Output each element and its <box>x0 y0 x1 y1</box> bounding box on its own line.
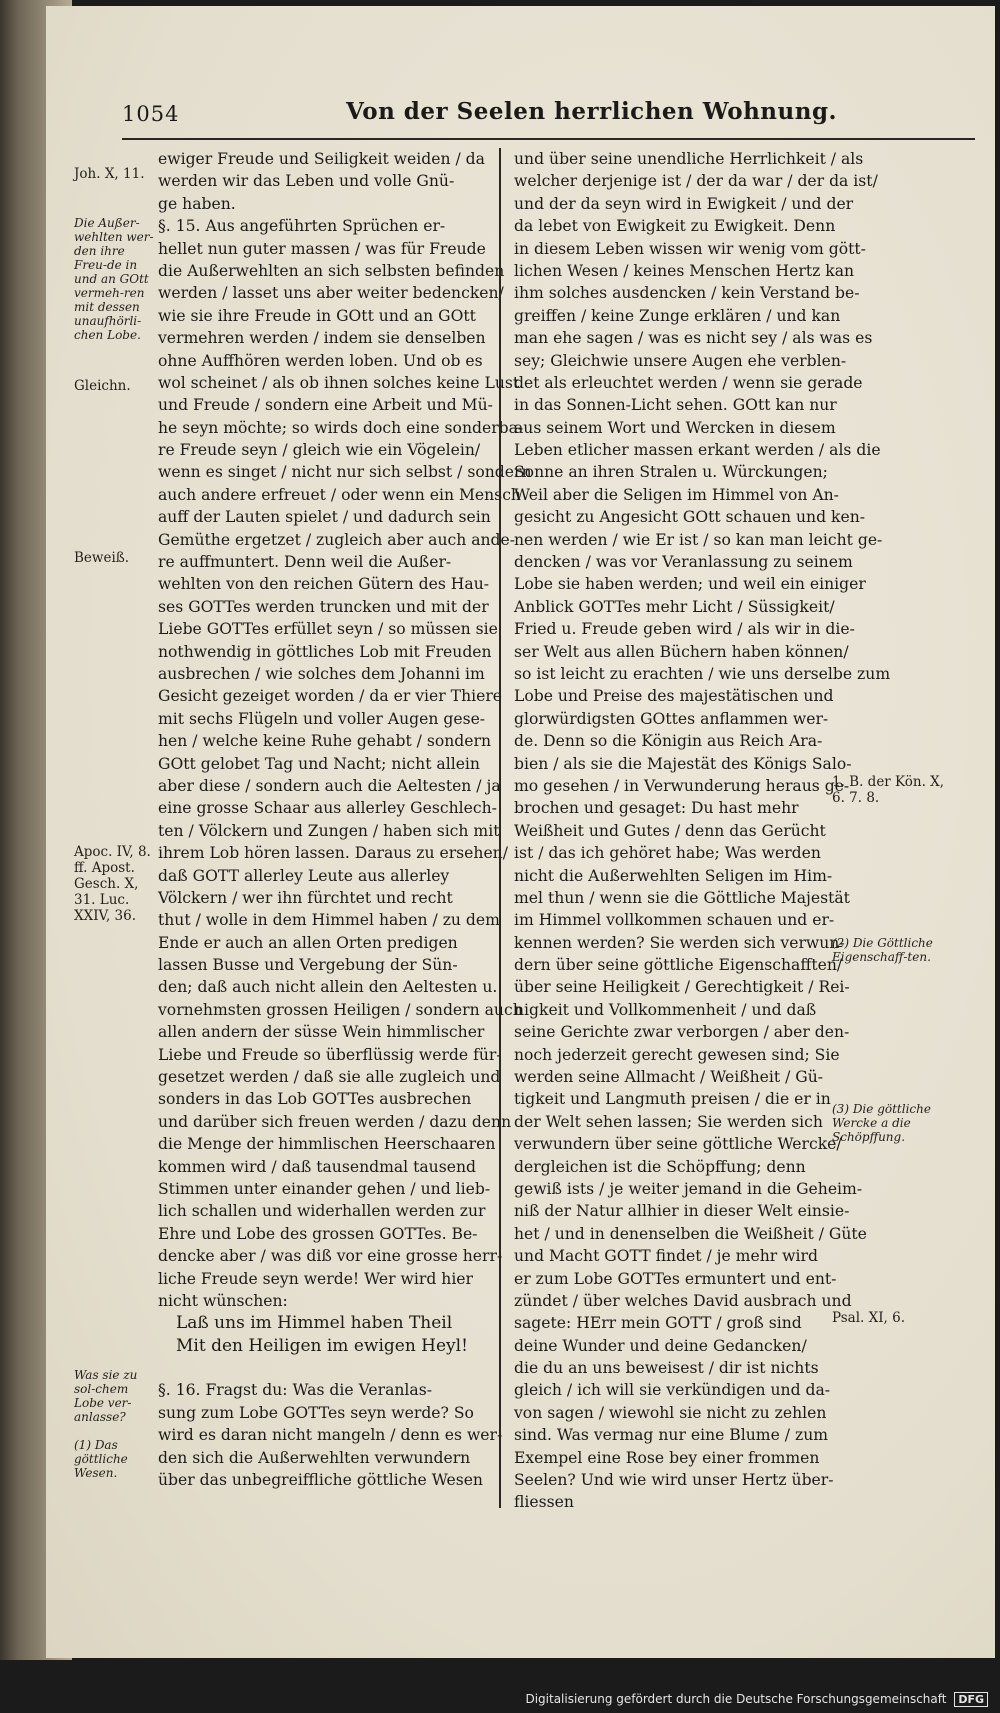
text-line: Anblick GOTTes mehr Licht / Süssigkeit/ <box>514 597 835 616</box>
text-line: da lebet von Ewigkeit zu Ewigkeit. Denn <box>514 217 836 236</box>
text-line: re auffmuntert. Denn weil die Außer- <box>158 553 452 572</box>
text-line: ser Welt aus allen Büchern haben können/ <box>514 642 849 661</box>
text-line: welcher derjenige ist / der da war / der da ist/ <box>514 172 878 191</box>
column-divider <box>499 148 501 1508</box>
text-line: vermehren werden / indem sie denselben <box>158 329 486 348</box>
text-line: die Außerwehlten an sich selbsten befinden <box>158 261 505 280</box>
text-line: den; daß auch nicht allein den Aeltesten u. <box>158 978 498 997</box>
text-line: auch andere erfreuet / oder wenn ein Mensch <box>158 485 521 504</box>
text-line: die Menge der himmlischen Heerschaaren <box>158 1135 496 1154</box>
text-line: über das unbegreiffliche göttliche Wesen <box>158 1471 483 1490</box>
text-line: §. 15. Aus angeführten Sprüchen er- <box>158 217 446 236</box>
text-line: wird es daran nicht mangeln / denn es wer- <box>158 1426 503 1445</box>
text-line: werden seine Allmacht / Weißheit / Gü- <box>514 1068 824 1087</box>
text-line <box>158 1357 490 1379</box>
text-line: de. Denn so die Königin aus Reich Ara- <box>514 732 823 751</box>
text-line: he seyn möchte; so wirds doch eine sonderba- <box>158 418 524 437</box>
text-line: kommen wird / daß tausendmal tausend <box>158 1157 476 1176</box>
margin-note: Psal. XI, 6. <box>832 1310 906 1326</box>
margin-note: Apoc. IV, 8. ff. Apost. Gesch. X, 31. Luc. XXIV, 36. <box>74 844 151 924</box>
text-line: werden / lasset uns aber weiter bedencken/ <box>158 284 504 303</box>
text-line: Liebe und Freude so überflüssig werde für- <box>158 1045 502 1064</box>
text-line: daß GOTT allerley Leute aus allerley <box>158 866 450 885</box>
text-line: in das Sonnen-Licht sehen. GOtt kan nur <box>514 396 837 415</box>
text-line: die du an uns beweisest / dir ist nichts <box>514 1359 819 1378</box>
text-line: gesicht zu Angesicht GOtt schauen und ken- <box>514 508 866 527</box>
text-line: Mit den Heiligen im ewigen Heyl! <box>176 1335 468 1356</box>
left-text-column <box>158 148 532 1491</box>
text-line: und darüber sich freuen werden / dazu denn <box>158 1112 512 1131</box>
text-line: niß der Natur allhier in dieser Welt einsie- <box>514 1202 850 1221</box>
text-line: lassen Busse und Vergebung der Sün- <box>158 956 458 975</box>
text-line: fliessen <box>514 1493 574 1512</box>
dfg-logo-icon: DFG <box>954 1692 988 1707</box>
text-line: GOtt gelobet Tag und Nacht; nicht allein <box>158 754 480 773</box>
text-line: nigkeit und Vollkommenheit / und daß <box>514 1000 817 1019</box>
text-line: aus seinem Wort und Wercken in diesem <box>514 418 836 437</box>
text-line: gewiß ists / je weiter jemand in die Geheim- <box>514 1179 863 1198</box>
text-line: nicht die Außerwehlten Seligen im Him- <box>514 866 833 885</box>
text-line: mit sechs Flügeln und voller Augen gese- <box>158 709 486 728</box>
text-line: der Welt sehen lassen; Sie werden sich <box>514 1112 823 1131</box>
text-line: man ehe sagen / was es nicht sey / als was es <box>514 329 873 348</box>
text-line: het / und in denenselben die Weißheit / Güte <box>514 1224 867 1243</box>
text-line: Leben etlicher massen erkant werden / als die <box>514 441 881 460</box>
text-line: auff der Lauten spielet / und dadurch sein <box>158 508 491 527</box>
header-rule <box>122 138 975 140</box>
text-line: mo gesehen / in Verwunderung heraus ge- <box>514 776 850 795</box>
text-line: Liebe GOTTes erfüllet seyn / so müssen sie <box>158 620 498 639</box>
text-line: kennen werden? Sie werden sich verwun- <box>514 933 845 952</box>
text-line: §. 16. Fragst du: Was die Veranlas- <box>158 1381 432 1400</box>
text-line: vornehmsten grossen Heiligen / sondern auch <box>158 1000 523 1019</box>
text-line: dencken / was vor Veranlassung zu seinem <box>514 553 853 572</box>
text-line: bien / als sie die Majestät des Königs Salo- <box>514 754 852 773</box>
text-line: wenn es singet / nicht nur sich selbst / sondern <box>158 463 532 482</box>
text-line: sonders in das Lob GOTTes ausbrechen <box>158 1090 472 1109</box>
text-line: Weil aber die Seligen im Himmel von An- <box>514 485 839 504</box>
text-line: Laß uns im Himmel haben Theil <box>176 1313 453 1334</box>
text-line: Weißheit und Gutes / denn das Gerücht <box>514 821 826 840</box>
text-line: tigkeit und Langmuth preisen / die er in <box>514 1090 831 1109</box>
text-line: und der da seyn wird in Ewigkeit / und der <box>514 194 854 213</box>
text-line: gleich / ich will sie verkündigen und da- <box>514 1381 831 1400</box>
margin-note: Die Außer-wehlten wer-den ihre Freu-de in und an GOtt vermeh-ren mit dessen unaufhörli-chen Lobe. <box>74 216 154 342</box>
text-line: ten / Völckern und Zungen / haben sich mit <box>158 821 500 840</box>
margin-note: Was sie zu sol-chem Lobe ver-anlasse? <box>74 1368 138 1424</box>
text-line: sind. Was vermag nur eine Blume / zum <box>514 1426 829 1445</box>
text-line: thut / wolle in dem Himmel haben / zu dem <box>158 911 500 930</box>
text-line: hen / welche keine Ruhe gehabt / sondern <box>158 732 492 751</box>
margin-note: (3) Die göttliche Wercke a die Schöpffung. <box>832 1102 931 1144</box>
text-line: Fried u. Freude geben wird / als wir in die- <box>514 620 855 639</box>
text-line: sey; Gleichwie unsere Augen ehe verblen- <box>514 351 847 370</box>
text-line: eine grosse Schaar aus allerley Geschlech- <box>158 799 497 818</box>
margin-note: (1) Das göttliche Wesen. <box>74 1438 128 1480</box>
text-line: noch jederzeit gerecht gewesen sind; Sie <box>514 1045 840 1064</box>
text-line: ewiger Freude und Seiligkeit weiden / da <box>158 150 485 168</box>
text-line: glorwürdigsten GOttes anflammen wer- <box>514 709 829 728</box>
footer-credit: Digitalisierung gefördert durch die Deutsche Forschungsgemeinschaft <box>525 1692 947 1706</box>
text-line: nicht wünschen: <box>158 1291 288 1310</box>
text-line: dern über seine göttliche Eigenschafften/ <box>514 956 843 975</box>
text-line: von sagen / wiewohl sie nicht zu zehlen <box>514 1403 827 1422</box>
text-line: Ende er auch an allen Orten predigen <box>158 933 458 952</box>
digitization-footer <box>525 1692 988 1707</box>
text-line: Seelen? Und wie wird unser Hertz über- <box>514 1471 834 1490</box>
text-line: ihrem Lob hören lassen. Daraus zu ersehen/ <box>158 844 508 863</box>
running-title: Von der Seelen herrlichen Wohnung. <box>346 98 838 125</box>
text-line: und Freude / sondern eine Arbeit und Mü- <box>158 396 493 415</box>
text-line: re Freude seyn / gleich wie ein Vögelein/ <box>158 441 481 460</box>
text-line: ge haben. <box>158 194 236 213</box>
text-line: wol scheinet / als ob ihnen solches keine Lust <box>158 373 520 392</box>
text-line: lichen Wesen / keines Menschen Hertz kan <box>514 261 855 280</box>
text-line: Völckern / wer ihn fürchtet und recht <box>158 888 453 907</box>
text-line: er zum Lobe GOTTes ermuntert und ent- <box>514 1269 837 1288</box>
text-line: gesetzet werden / daß sie alle zugleich und <box>158 1068 501 1087</box>
margin-note: Gleichn. <box>74 378 131 394</box>
text-line: Lobe sie haben werden; und weil ein einiger <box>514 575 866 594</box>
text-line: Ehre und Lobe des grossen GOTTes. Be- <box>158 1224 478 1243</box>
text-line: allen andern der süsse Wein himmlischer <box>158 1023 485 1042</box>
text-line: Gemüthe ergetzet / zugleich aber auch ande- <box>158 530 516 549</box>
text-line: ohne Auffhören werden loben. Und ob es <box>158 351 483 370</box>
book-page <box>46 6 995 1658</box>
text-line: dencke aber / was diß vor eine grosse herr- <box>158 1247 503 1266</box>
margin-note: Joh. X, 11. <box>74 166 145 182</box>
margin-note: Beweiß. <box>74 550 130 566</box>
text-line: im Himmel vollkommen schauen und er- <box>514 911 835 930</box>
text-line: Gesicht gezeiget worden / da er vier Thiere <box>158 687 503 706</box>
text-line: det als erleuchtet werden / wenn sie gerade <box>514 373 863 392</box>
text-line: nothwendig in göttliches Lob mit Freuden <box>158 642 492 661</box>
text-line: mel thun / wenn sie die Göttliche Majestät <box>514 888 850 907</box>
text-line: über seine Heiligkeit / Gerechtigkeit / Rei- <box>514 978 850 997</box>
text-line: sung zum Lobe GOTTes seyn werde? So <box>158 1403 474 1422</box>
text-line: so ist leicht zu erachten / wie uns derselbe zum <box>514 664 891 683</box>
text-line: nen werden / wie Er ist / so kan man leicht ge- <box>514 530 883 549</box>
text-line: brochen und gesaget: Du hast mehr <box>514 799 799 818</box>
text-line: den sich die Außerwehlten verwundern <box>158 1448 471 1467</box>
text-line: ist / das ich gehöret habe; Was werden <box>514 844 821 863</box>
text-line: liche Freude seyn werde! Wer wird hier <box>158 1269 473 1288</box>
text-line: Stimmen unter einander gehen / und lieb- <box>158 1179 491 1198</box>
text-line: ausbrechen / wie solches dem Johanni im <box>158 664 485 683</box>
page-number: 1054 <box>122 102 180 126</box>
text-line: verwundern über seine göttliche Wercke/ <box>514 1135 842 1154</box>
text-line: deine Wunder und deine Gedancken/ <box>514 1336 807 1355</box>
text-line: greiffen / keine Zunge erklären / und kan <box>514 306 841 325</box>
text-line: sagete: HErr mein GOTT / groß sind <box>514 1314 802 1333</box>
text-line: Sonne an ihren Stralen u. Würckungen; <box>514 463 828 482</box>
text-line: seine Gerichte zwar verborgen / aber den- <box>514 1023 850 1042</box>
text-line: wie sie ihre Freude in GOtt und an GOtt <box>158 306 476 325</box>
text-line: hellet nun guter massen / was für Freude <box>158 239 486 258</box>
text-line: lich schallen und widerhallen werden zur <box>158 1202 486 1221</box>
text-line: ihm solches ausdencken / kein Verstand be- <box>514 284 860 303</box>
text-line: Exempel eine Rose bey einer frommen <box>514 1448 820 1467</box>
text-line: dergleichen ist die Schöpffung; denn <box>514 1157 806 1176</box>
text-line: und über seine unendliche Herrlichkeit / als <box>514 150 864 168</box>
text-line: und Macht GOTT findet / je mehr wird <box>514 1247 818 1266</box>
text-line: ses GOTTes werden truncken und mit der <box>158 597 489 616</box>
text-line: wehlten von den reichen Gütern des Hau- <box>158 575 490 594</box>
text-line: aber diese / sondern auch die Aeltesten / ja <box>158 776 501 795</box>
margin-note: 1. B. der Kön. X, 6. 7. 8. <box>832 774 945 806</box>
text-line: in diesem Leben wissen wir wenig vom gött- <box>514 239 866 258</box>
margin-note: (2) Die Göttliche Eigenschaff-ten. <box>832 936 933 964</box>
text-line: zündet / über welches David ausbrach und <box>514 1291 852 1310</box>
text-line: werden wir das Leben und volle Gnü- <box>158 172 455 191</box>
text-line: Lobe und Preise des majestätischen und <box>514 687 834 706</box>
